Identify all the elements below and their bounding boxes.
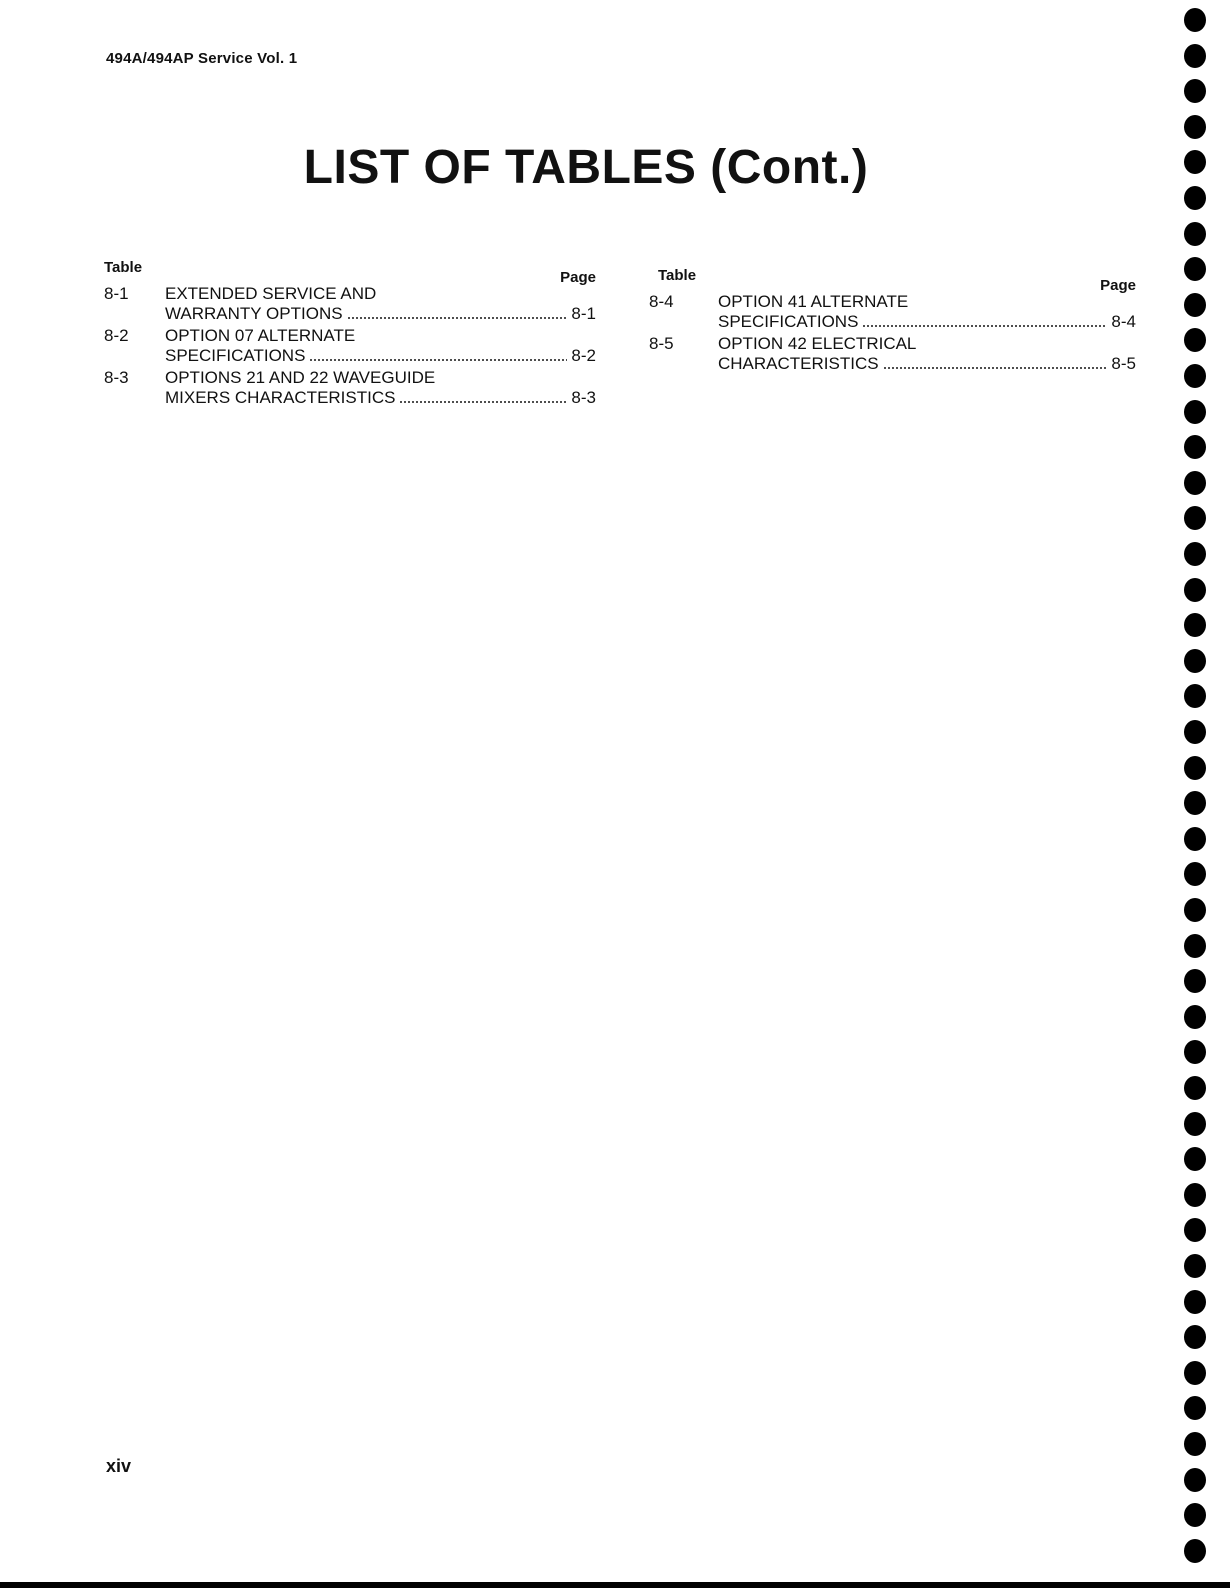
toc-entry[interactable] — [104, 368, 596, 408]
column-header — [104, 258, 596, 284]
toc-entry[interactable] — [104, 284, 596, 324]
page-number: 8-4 — [1111, 312, 1136, 331]
page-title: LIST OF TABLES (Cont.) — [303, 141, 869, 194]
toc-column-right — [649, 266, 1136, 376]
binder-hole — [1184, 222, 1206, 246]
binder-hole — [1184, 1325, 1206, 1349]
table-number: 8-1 — [104, 284, 129, 303]
scan-edge — [0, 1582, 1230, 1588]
entry-title-line: CHARACTERISTICS — [718, 354, 879, 373]
entry-title-line: OPTION 07 ALTERNATE — [165, 326, 356, 345]
dot-leader — [399, 400, 567, 404]
binder-hole — [1184, 471, 1206, 495]
binder-hole — [1184, 364, 1206, 388]
table-number: 8-4 — [649, 292, 674, 311]
binder-hole — [1184, 578, 1206, 602]
binder-hole — [1184, 328, 1206, 352]
entry-title-line: WARRANTY OPTIONS — [165, 304, 343, 323]
page-folio: xiv — [106, 1456, 132, 1476]
binder-hole — [1184, 1040, 1206, 1064]
binder-hole — [1184, 1183, 1206, 1207]
entry-leader-line — [165, 346, 596, 366]
entry-leader-line — [718, 354, 1136, 374]
binder-hole — [1184, 1218, 1206, 1242]
binder-hole — [1184, 257, 1206, 281]
binder-hole — [1184, 115, 1206, 139]
entry-title-line: SPECIFICATIONS — [718, 312, 859, 331]
binder-hole — [1184, 44, 1206, 68]
page-number: 8-5 — [1111, 354, 1136, 373]
binder-hole — [1184, 756, 1206, 780]
binder-hole — [1184, 827, 1206, 851]
binder-hole — [1184, 1468, 1206, 1492]
binder-hole — [1184, 542, 1206, 566]
binder-hole — [1184, 293, 1206, 317]
binder-hole — [1184, 1290, 1206, 1314]
binder-hole — [1184, 79, 1206, 103]
binder-hole — [1184, 435, 1206, 459]
dot-leader — [309, 358, 567, 362]
binder-hole — [1184, 1076, 1206, 1100]
table-number: 8-3 — [104, 368, 129, 387]
page-number: 8-1 — [571, 304, 596, 323]
entry-leader-line — [165, 304, 596, 324]
toc-entry[interactable] — [649, 334, 1136, 374]
binder-hole — [1184, 506, 1206, 530]
column-header — [658, 266, 1136, 292]
page-column-label: Page — [1100, 277, 1136, 294]
page-number: 8-3 — [571, 388, 596, 407]
table-number: 8-5 — [649, 334, 674, 353]
entry-title-line: OPTION 41 ALTERNATE — [718, 292, 909, 311]
dot-leader — [862, 324, 1107, 328]
binder-hole — [1184, 1112, 1206, 1136]
binder-hole — [1184, 1396, 1206, 1420]
dot-leader — [347, 316, 568, 320]
binder-hole — [1184, 791, 1206, 815]
binder-hole — [1184, 649, 1206, 673]
dot-leader — [883, 366, 1108, 370]
page-number: 8-2 — [571, 346, 596, 365]
entry-title-line: EXTENDED SERVICE AND — [165, 284, 377, 303]
binder-hole — [1184, 862, 1206, 886]
binder-hole — [1184, 720, 1206, 744]
binder-hole — [1184, 613, 1206, 637]
binder-holes — [1180, 0, 1210, 1588]
table-column-label: Table — [658, 267, 697, 284]
running-header: 494A/494AP Service Vol. 1 — [106, 50, 298, 67]
binder-hole — [1184, 1361, 1206, 1385]
binder-hole — [1184, 934, 1206, 958]
entry-leader-line — [718, 312, 1136, 332]
binder-hole — [1184, 1432, 1206, 1456]
toc-entry[interactable] — [649, 292, 1136, 332]
entry-title-line: OPTION 42 ELECTRICAL — [718, 334, 917, 353]
binder-hole — [1184, 1147, 1206, 1171]
binder-hole — [1184, 8, 1206, 32]
binder-hole — [1184, 400, 1206, 424]
binder-hole — [1184, 186, 1206, 210]
page-column-label: Page — [560, 269, 596, 286]
binder-hole — [1184, 1503, 1206, 1527]
binder-hole — [1184, 969, 1206, 993]
entry-leader-line — [165, 388, 596, 408]
binder-hole — [1184, 1539, 1206, 1563]
toc-column-left — [104, 258, 596, 410]
binder-hole — [1184, 684, 1206, 708]
binder-hole — [1184, 898, 1206, 922]
entry-title-line: MIXERS CHARACTERISTICS — [165, 388, 396, 407]
entry-title-line: OPTIONS 21 AND 22 WAVEGUIDE — [165, 368, 436, 387]
table-column-label: Table — [104, 259, 143, 276]
binder-hole — [1184, 1254, 1206, 1278]
table-number: 8-2 — [104, 326, 129, 345]
binder-hole — [1184, 150, 1206, 174]
binder-hole — [1184, 1005, 1206, 1029]
toc-entry[interactable] — [104, 326, 596, 366]
entry-title-line: SPECIFICATIONS — [165, 346, 306, 365]
